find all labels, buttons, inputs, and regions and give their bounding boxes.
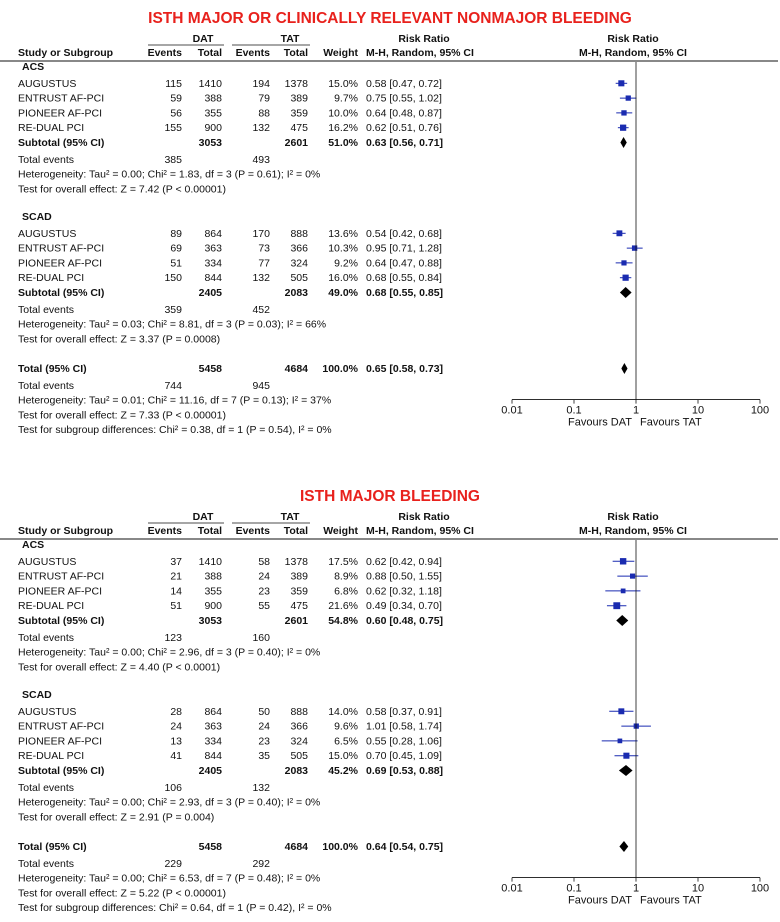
subtotal-total-tat: 2083 <box>284 765 308 777</box>
events-dat: 59 <box>170 92 182 105</box>
events-tat: 132 <box>252 272 270 285</box>
subgroup-title: ACS <box>22 61 45 73</box>
total-events-label: Total events <box>18 153 75 166</box>
weight: 6.5% <box>334 735 358 748</box>
x-tick-label: 100 <box>750 404 770 417</box>
total-weight: 100.0% <box>322 841 358 853</box>
total-events-dat: 359 <box>164 303 182 316</box>
point-estimate <box>620 125 626 131</box>
study-name: RE-DUAL PCI <box>18 122 85 135</box>
chart-title: ISTH MAJOR OR CLINICALLY RELEVANT NONMAJOR BLEEDING <box>148 10 632 27</box>
weight: 10.3% <box>328 242 358 255</box>
weight: 17.5% <box>328 555 358 568</box>
x-tick-label: 10 <box>691 404 705 417</box>
ci-text: 0.70 [0.45, 1.09] <box>366 750 442 763</box>
events-dat: 13 <box>170 735 182 748</box>
group-header-tat: TAT <box>280 511 300 523</box>
total-events-tat: 160 <box>252 631 270 644</box>
footer-text: Heterogeneity: Tau² = 0.01; Chi² = 11.16, df = 7 (P = 0.13); I² = 37% <box>18 394 332 407</box>
total-dat: 363 <box>204 720 222 733</box>
subtotal-diamond <box>620 287 632 298</box>
total-diamond <box>621 363 627 374</box>
footer-text: Test for overall effect: Z = 5.22 (P < 0.00001) <box>18 887 226 900</box>
subtotal-diamond <box>616 615 628 626</box>
study-name: ENTRUST AF-PCI <box>18 570 105 583</box>
weight: 13.6% <box>328 227 358 240</box>
total-diamond <box>619 841 628 852</box>
total-tat: 888 <box>290 705 308 718</box>
subtotal-weight: 49.0% <box>328 287 358 299</box>
header-total-tat: Total <box>283 47 308 59</box>
header-risk-ratio: Risk Ratio <box>398 33 450 45</box>
point-estimate <box>621 110 626 115</box>
events-dat: 28 <box>170 705 182 718</box>
ci-text: 0.58 [0.37, 0.91] <box>366 705 442 718</box>
events-dat: 41 <box>170 750 182 763</box>
total-tat: 359 <box>290 585 308 598</box>
subtotal-total-tat: 2601 <box>284 615 308 627</box>
subtotal-ci-text: 0.63 [0.56, 0.71] <box>366 137 444 149</box>
header-events-dat: Events <box>147 525 182 537</box>
point-estimate <box>621 260 626 265</box>
subgroup-title: SCAD <box>22 689 52 701</box>
subtotal-total-dat: 3053 <box>198 137 222 149</box>
footer-text: Test for subgroup differences: Chi² = 0.64, df = 1 (P = 0.42), I² = 0% <box>18 902 332 915</box>
header-events-dat: Events <box>147 47 182 59</box>
total-tat: 389 <box>290 92 308 105</box>
weight: 16.2% <box>328 122 358 135</box>
study-name: ENTRUST AF-PCI <box>18 720 105 733</box>
total-tat: 888 <box>290 227 308 240</box>
weight: 9.2% <box>334 257 358 270</box>
events-tat: 77 <box>258 257 270 270</box>
total-tat: 1378 <box>284 555 308 568</box>
total-events-tat: 132 <box>252 781 270 794</box>
overall-total-events-label: Total events <box>18 379 75 392</box>
favours-right-label: Favours TAT <box>640 894 702 907</box>
header-risk-ratio: Risk Ratio <box>398 511 450 523</box>
x-tick-label: 0.01 <box>501 404 523 417</box>
study-name: AUGUSTUS <box>18 227 77 240</box>
heterogeneity-text: Heterogeneity: Tau² = 0.03; Chi² = 8.81, df = 3 (P = 0.03); I² = 66% <box>18 318 327 331</box>
subtotal-total-tat: 2083 <box>284 287 308 299</box>
events-tat: 23 <box>258 735 270 748</box>
weight: 16.0% <box>328 272 358 285</box>
study-name: PIONEER AF-PCI <box>18 735 103 748</box>
forest-panel-1 <box>0 10 778 436</box>
favours-left-label: Favours DAT <box>568 416 632 429</box>
events-dat: 51 <box>170 257 182 270</box>
total-n-tat: 4684 <box>284 841 308 853</box>
header-weight: Weight <box>323 47 358 59</box>
total-events-dat: 123 <box>164 631 182 644</box>
chart-title: ISTH MAJOR BLEEDING <box>300 488 480 505</box>
total-tat: 1378 <box>284 77 308 90</box>
ci-text: 0.62 [0.42, 0.94] <box>366 555 442 568</box>
header-weight: Weight <box>323 525 358 537</box>
events-tat: 194 <box>252 77 270 90</box>
total-tat: 366 <box>290 720 308 733</box>
total-ci-text: 0.65 [0.58, 0.73] <box>366 363 444 375</box>
events-tat: 73 <box>258 242 270 255</box>
overall-total-events-dat: 744 <box>164 379 182 392</box>
subtotal-total-dat: 2405 <box>198 287 222 299</box>
x-tick-label: 0.01 <box>501 882 523 895</box>
point-estimate <box>613 602 620 609</box>
subgroup-title: ACS <box>22 539 45 551</box>
total-dat: 334 <box>204 735 222 748</box>
overall-total-events-tat: 945 <box>252 379 270 392</box>
point-estimate <box>623 275 629 281</box>
total-tat: 324 <box>290 735 308 748</box>
ci-text: 0.54 [0.42, 0.68] <box>366 227 442 240</box>
plot-header-method: M-H, Random, 95% CI <box>579 47 687 59</box>
ci-text: 0.55 [0.28, 1.06] <box>366 735 442 748</box>
events-dat: 24 <box>170 720 182 733</box>
total-events-dat: 385 <box>164 153 182 166</box>
heterogeneity-text: Heterogeneity: Tau² = 0.00; Chi² = 1.83, df = 3 (P = 0.61); I² = 0% <box>18 168 321 181</box>
header-study: Study or Subgroup <box>18 47 114 59</box>
events-tat: 23 <box>258 585 270 598</box>
subtotal-label: Subtotal (95% CI) <box>18 137 105 149</box>
overall-total-events-dat: 229 <box>164 857 182 870</box>
point-estimate <box>616 230 622 236</box>
ci-text: 0.68 [0.55, 0.84] <box>366 272 442 285</box>
subtotal-weight: 54.8% <box>328 615 358 627</box>
header-events-tat: Events <box>235 47 270 59</box>
total-events-label: Total events <box>18 631 75 644</box>
subtotal-label: Subtotal (95% CI) <box>18 765 105 777</box>
subtotal-ci-text: 0.60 [0.48, 0.75] <box>366 615 444 627</box>
subtotal-ci-text: 0.69 [0.53, 0.88] <box>366 765 444 777</box>
study-name: AUGUSTUS <box>18 77 77 90</box>
study-name: ENTRUST AF-PCI <box>18 92 105 105</box>
point-estimate <box>618 80 624 86</box>
subtotal-diamond <box>619 765 633 776</box>
ci-text: 1.01 [0.58, 1.74] <box>366 720 442 733</box>
point-estimate <box>621 589 626 594</box>
total-n-dat: 5458 <box>198 363 222 375</box>
heterogeneity-text: Heterogeneity: Tau² = 0.00; Chi² = 2.93, df = 3 (P = 0.40); I² = 0% <box>18 796 321 809</box>
favours-right-label: Favours TAT <box>640 416 702 429</box>
events-dat: 37 <box>170 555 182 568</box>
total-tat: 324 <box>290 257 308 270</box>
total-dat: 363 <box>204 242 222 255</box>
overall-effect-text: Test for overall effect: Z = 2.91 (P = 0.004) <box>18 811 215 824</box>
overall-total-events-tat: 292 <box>252 857 270 870</box>
study-name: PIONEER AF-PCI <box>18 257 103 270</box>
total-tat: 359 <box>290 107 308 120</box>
total-tat: 505 <box>290 272 308 285</box>
ci-text: 0.58 [0.47, 0.72] <box>366 77 442 90</box>
x-tick-label: 10 <box>691 882 705 895</box>
weight: 9.7% <box>334 92 358 105</box>
total-tat: 505 <box>290 750 308 763</box>
weight: 8.9% <box>334 570 358 583</box>
header-method: M-H, Random, 95% CI <box>366 47 474 59</box>
events-dat: 14 <box>170 585 182 598</box>
total-dat: 844 <box>204 750 222 763</box>
overall-total-events-label: Total events <box>18 857 75 870</box>
events-tat: 170 <box>252 227 270 240</box>
x-tick-label: 0.1 <box>566 404 582 417</box>
x-tick-label: 100 <box>750 882 770 895</box>
ci-text: 0.62 [0.51, 0.76] <box>366 122 442 135</box>
x-tick-label: 0.1 <box>566 882 582 895</box>
forest-panel-2 <box>0 488 778 914</box>
point-estimate <box>618 739 623 744</box>
total-dat: 864 <box>204 705 222 718</box>
group-header-dat: DAT <box>192 511 214 523</box>
study-name: RE-DUAL PCI <box>18 272 85 285</box>
total-dat: 1410 <box>198 555 222 568</box>
study-name: PIONEER AF-PCI <box>18 585 103 598</box>
plot-header-method: M-H, Random, 95% CI <box>579 525 687 537</box>
total-tat: 475 <box>290 122 308 135</box>
overall-effect-text: Test for overall effect: Z = 3.37 (P = 0.0008) <box>18 333 221 346</box>
subtotal-ci-text: 0.68 [0.55, 0.85] <box>366 287 444 299</box>
total-tat: 389 <box>290 570 308 583</box>
subtotal-label: Subtotal (95% CI) <box>18 615 105 627</box>
ci-text: 0.62 [0.32, 1.18] <box>366 585 442 598</box>
weight: 15.0% <box>328 750 358 763</box>
weight: 15.0% <box>328 77 358 90</box>
weight: 10.0% <box>328 107 358 120</box>
study-name: ENTRUST AF-PCI <box>18 242 105 255</box>
events-dat: 51 <box>170 600 182 613</box>
study-name: PIONEER AF-PCI <box>18 107 103 120</box>
total-dat: 388 <box>204 92 222 105</box>
point-estimate <box>630 574 635 579</box>
events-dat: 150 <box>164 272 182 285</box>
total-dat: 864 <box>204 227 222 240</box>
weight: 6.8% <box>334 585 358 598</box>
events-dat: 155 <box>164 122 182 135</box>
subtotal-weight: 51.0% <box>328 137 358 149</box>
ci-text: 0.64 [0.48, 0.87] <box>366 107 442 120</box>
subtotal-label: Subtotal (95% CI) <box>18 287 105 299</box>
header-study: Study or Subgroup <box>18 525 114 537</box>
point-estimate <box>620 558 626 564</box>
point-estimate <box>626 95 631 100</box>
total-dat: 355 <box>204 585 222 598</box>
events-tat: 55 <box>258 600 270 613</box>
events-tat: 58 <box>258 555 270 568</box>
events-tat: 88 <box>258 107 270 120</box>
total-tat: 366 <box>290 242 308 255</box>
header-method: M-H, Random, 95% CI <box>366 525 474 537</box>
subtotal-weight: 45.2% <box>328 765 358 777</box>
point-estimate <box>618 708 624 714</box>
total-dat: 900 <box>204 600 222 613</box>
subtotal-diamond <box>620 137 626 148</box>
ci-text: 0.49 [0.34, 0.70] <box>366 600 442 613</box>
total-dat: 900 <box>204 122 222 135</box>
ci-text: 0.88 [0.50, 1.55] <box>366 570 442 583</box>
total-events-label: Total events <box>18 781 75 794</box>
subtotal-total-dat: 2405 <box>198 765 222 777</box>
footer-text: Test for overall effect: Z = 7.33 (P < 0.00001) <box>18 409 226 422</box>
total-label: Total (95% CI) <box>18 363 87 375</box>
study-name: AUGUSTUS <box>18 705 77 718</box>
x-tick-label: 1 <box>632 882 640 895</box>
total-events-tat: 493 <box>252 153 270 166</box>
group-header-dat: DAT <box>192 33 214 45</box>
weight: 21.6% <box>328 600 358 613</box>
ci-text: 0.75 [0.55, 1.02] <box>366 92 442 105</box>
events-dat: 115 <box>165 77 182 90</box>
total-n-tat: 4684 <box>284 363 308 375</box>
total-label: Total (95% CI) <box>18 841 87 853</box>
subgroup-title: SCAD <box>22 211 52 223</box>
events-tat: 79 <box>258 92 270 105</box>
plot-header-risk-ratio: Risk Ratio <box>607 33 659 45</box>
total-dat: 844 <box>204 272 222 285</box>
group-header-tat: TAT <box>280 33 300 45</box>
overall-effect-text: Test for overall effect: Z = 4.40 (P < 0.0001) <box>18 661 221 674</box>
total-events-tat: 452 <box>252 303 270 316</box>
events-tat: 132 <box>252 122 270 135</box>
point-estimate <box>632 245 637 250</box>
header-total-dat: Total <box>197 525 222 537</box>
total-tat: 475 <box>290 600 308 613</box>
total-events-dat: 106 <box>164 781 182 794</box>
footer-text: Heterogeneity: Tau² = 0.00; Chi² = 6.53, df = 7 (P = 0.48); I² = 0% <box>18 872 321 885</box>
plot-header-risk-ratio: Risk Ratio <box>607 511 659 523</box>
study-name: RE-DUAL PCI <box>18 600 85 613</box>
weight: 14.0% <box>328 705 358 718</box>
events-tat: 24 <box>258 570 270 583</box>
events-dat: 56 <box>170 107 182 120</box>
study-name: RE-DUAL PCI <box>18 750 85 763</box>
x-tick-label: 1 <box>632 404 640 417</box>
heterogeneity-text: Heterogeneity: Tau² = 0.00; Chi² = 2.96, df = 3 (P = 0.40); I² = 0% <box>18 646 321 659</box>
events-tat: 35 <box>258 750 270 763</box>
point-estimate <box>623 753 629 759</box>
header-events-tat: Events <box>235 525 270 537</box>
total-weight: 100.0% <box>322 363 358 375</box>
total-dat: 355 <box>204 107 222 120</box>
overall-effect-text: Test for overall effect: Z = 7.42 (P < 0.00001) <box>18 183 226 196</box>
total-events-label: Total events <box>18 303 75 316</box>
ci-text: 0.64 [0.47, 0.88] <box>366 257 442 270</box>
total-dat: 1410 <box>198 77 222 90</box>
events-dat: 69 <box>170 242 182 255</box>
ci-text: 0.95 [0.71, 1.28] <box>366 242 442 255</box>
weight: 9.6% <box>334 720 358 733</box>
subtotal-total-tat: 2601 <box>284 137 308 149</box>
events-tat: 24 <box>258 720 270 733</box>
header-total-dat: Total <box>197 47 222 59</box>
header-total-tat: Total <box>283 525 308 537</box>
total-dat: 388 <box>204 570 222 583</box>
total-ci-text: 0.64 [0.54, 0.75] <box>366 841 444 853</box>
events-dat: 89 <box>170 227 182 240</box>
events-tat: 50 <box>258 705 270 718</box>
events-dat: 21 <box>170 570 182 583</box>
favours-left-label: Favours DAT <box>568 894 632 907</box>
subtotal-total-dat: 3053 <box>198 615 222 627</box>
study-name: AUGUSTUS <box>18 555 77 568</box>
footer-text: Test for subgroup differences: Chi² = 0.38, df = 1 (P = 0.54), I² = 0% <box>18 424 332 437</box>
total-n-dat: 5458 <box>198 841 222 853</box>
total-dat: 334 <box>204 257 222 270</box>
